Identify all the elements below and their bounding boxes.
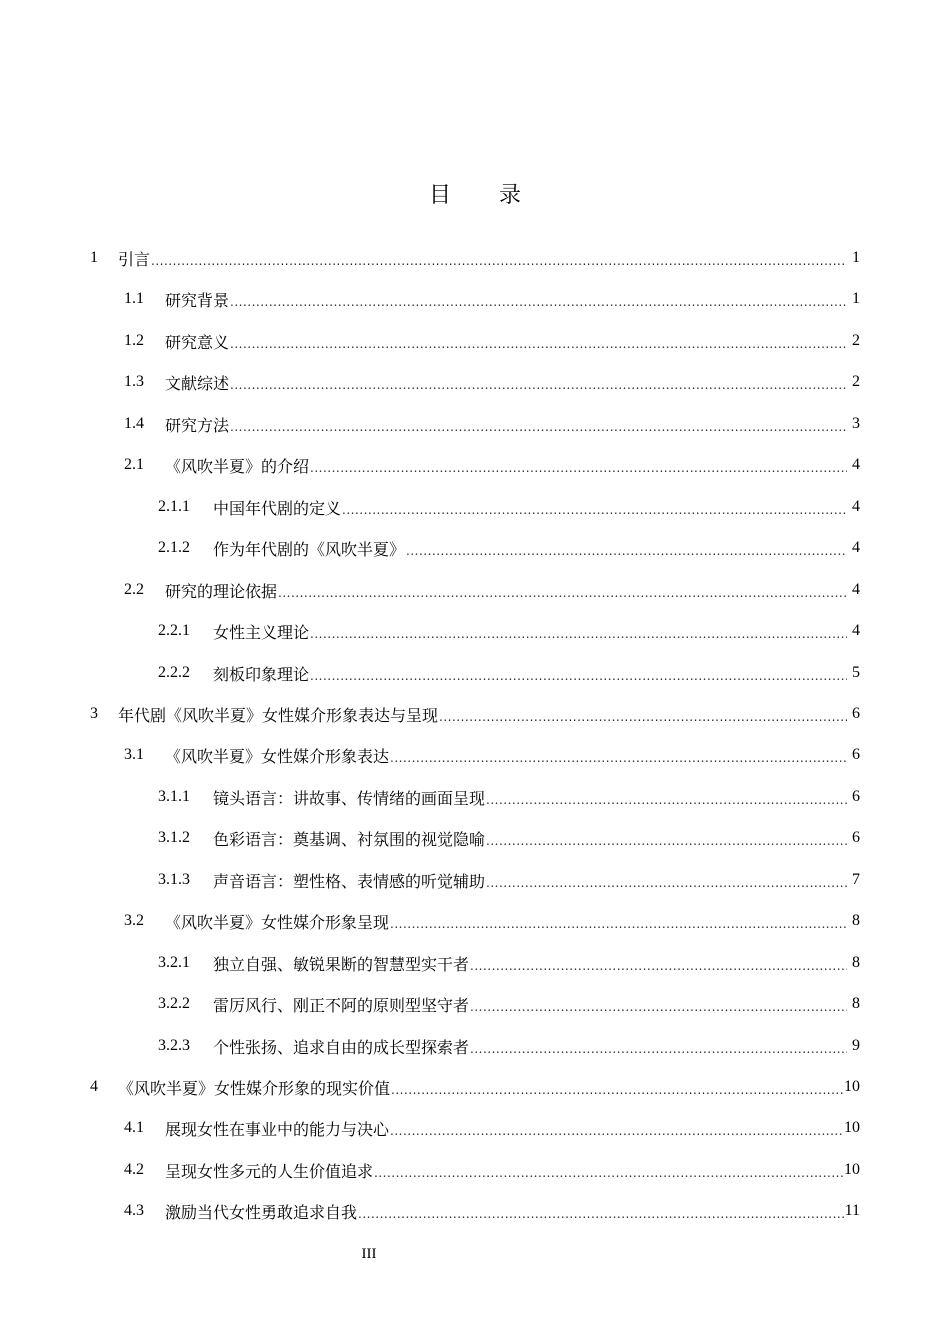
toc-entry-number: 1.4 [124, 415, 144, 432]
toc-dot-leader [470, 1042, 847, 1056]
toc-dot-leader [230, 420, 847, 434]
toc-entry-number: 3.2 [124, 912, 144, 929]
toc-entry-number: 3.1.1 [158, 788, 190, 805]
toc-entry-page: 2 [852, 373, 860, 390]
toc-entry-page: 1 [852, 249, 860, 266]
toc-entry[interactable] [158, 659, 860, 687]
toc-entry[interactable] [90, 1073, 860, 1101]
toc-entry-title: 激励当代女性勇敢追求自我 [165, 1202, 358, 1222]
toc-entry-number: 3.2.2 [158, 995, 190, 1012]
toc-entry-number: 2.1.2 [158, 539, 190, 556]
toc-entry[interactable] [124, 1197, 860, 1225]
toc-entry-number: 4.2 [124, 1161, 144, 1178]
toc-entry-page: 11 [844, 1202, 860, 1219]
toc-entry-page: 3 [852, 415, 860, 432]
toc-entry[interactable] [158, 617, 860, 645]
toc-dot-leader [391, 1083, 843, 1097]
toc-entry-page: 10 [844, 1161, 860, 1178]
toc-entry-page: 8 [852, 912, 860, 929]
toc-dot-leader [358, 1207, 844, 1221]
toc-entry-number: 3.2.3 [158, 1037, 190, 1054]
toc-entry-page: 8 [852, 995, 860, 1012]
toc-entry[interactable] [158, 866, 860, 894]
toc-entry-title: 独立自强、敏锐果断的智慧型实干者 [213, 954, 470, 974]
toc-entry-number: 3 [90, 705, 98, 722]
toc-entry-page: 4 [852, 581, 860, 598]
title-char-left: 目 [428, 183, 451, 208]
toc-dot-leader [390, 751, 847, 765]
toc-entry-page: 8 [852, 954, 860, 971]
toc-entry-number: 2.1.1 [158, 498, 190, 515]
toc-entry-number: 4.1 [124, 1119, 144, 1136]
toc-entry-page: 4 [852, 456, 860, 473]
toc-dot-leader [310, 669, 847, 683]
toc-entry-page: 6 [852, 746, 860, 763]
toc-entry-title: 刻板印象理论 [213, 664, 310, 684]
toc-entry[interactable] [90, 700, 860, 728]
toc-entry[interactable] [158, 493, 860, 521]
toc-entry-number: 3.1.3 [158, 871, 190, 888]
toc-entry[interactable] [124, 368, 860, 396]
toc-entry-title: 个性张扬、追求自由的成长型探索者 [213, 1037, 470, 1057]
toc-entry-number: 1.3 [124, 373, 144, 390]
toc-entry-title: 研究意义 [165, 332, 230, 352]
toc-entry-page: 10 [844, 1078, 860, 1095]
toc-entry-number: 4.3 [124, 1202, 144, 1219]
toc-entry[interactable] [158, 1032, 860, 1060]
toc-entry[interactable] [158, 824, 860, 852]
toc-entry-number: 3.1.2 [158, 829, 190, 846]
toc-entry[interactable] [90, 244, 860, 272]
toc-entry-number: 1 [90, 249, 98, 266]
toc-entry-title: 《风吹半夏》女性媒介形象表达 [165, 746, 390, 766]
toc-entry-page: 6 [852, 829, 860, 846]
toc-entry[interactable] [124, 327, 860, 355]
toc-dot-leader [390, 917, 847, 931]
toc-dot-leader [406, 544, 847, 558]
toc-dot-leader [230, 337, 847, 351]
toc-dot-leader [230, 295, 847, 309]
toc-dot-leader [151, 254, 847, 268]
toc-dot-leader [470, 1000, 847, 1014]
toc-entry[interactable] [124, 907, 860, 935]
toc-entry-page: 2 [852, 332, 860, 349]
toc-entry-title: 镜头语言：讲故事、传情绪的画面呈现 [213, 788, 486, 808]
toc-entry-title: 呈现女性多元的人生价值追求 [165, 1161, 374, 1181]
toc-entry[interactable] [124, 410, 860, 438]
toc-entry-page: 7 [852, 871, 860, 888]
toc-entry-title: 研究的理论依据 [165, 581, 278, 601]
toc-entry-number: 1.1 [124, 290, 144, 307]
toc-entry-title: 声音语言：塑性格、表情感的听觉辅助 [213, 871, 486, 891]
toc-entry[interactable] [124, 451, 860, 479]
toc-entry-number: 3.2.1 [158, 954, 190, 971]
toc-entry-number: 2.2.2 [158, 664, 190, 681]
toc-entry[interactable] [124, 1156, 860, 1184]
toc-entry-number: 4 [90, 1078, 98, 1095]
toc-entry[interactable] [124, 741, 860, 769]
toc-dot-leader [486, 793, 847, 807]
page-title [0, 178, 950, 209]
toc-entry-page: 6 [852, 788, 860, 805]
title-char-right: 录 [499, 183, 522, 208]
toc-entry-page: 4 [852, 622, 860, 639]
toc-entry-title: 女性主义理论 [213, 622, 310, 642]
toc-entry-title: 研究背景 [165, 290, 230, 310]
toc-dot-leader [310, 461, 847, 475]
toc-entry-title: 作为年代剧的《风吹半夏》 [213, 539, 406, 559]
toc-entry[interactable] [124, 285, 860, 313]
toc-entry-title: 引言 [118, 249, 151, 269]
toc-entry-title: 年代剧《风吹半夏》女性媒介形象表达与呈现 [118, 705, 439, 725]
toc-entry-page: 10 [844, 1119, 860, 1136]
toc-entry-number: 3.1 [124, 746, 144, 763]
toc-entry-title: 文献综述 [165, 373, 230, 393]
toc-entry-page: 6 [852, 705, 860, 722]
toc-dot-leader [439, 710, 847, 724]
toc-dot-leader [486, 876, 847, 890]
toc-entry-page: 1 [852, 290, 860, 307]
toc-entry-title: 中国年代剧的定义 [213, 498, 342, 518]
toc-entry-title: 展现女性在事业中的能力与决心 [165, 1119, 390, 1139]
toc-dot-leader [390, 1124, 843, 1138]
toc-entry-number: 2.1 [124, 456, 144, 473]
toc-entry-title: 研究方法 [165, 415, 230, 435]
toc-entry-title: 色彩语言：奠基调、衬氛围的视觉隐喻 [213, 829, 486, 849]
toc-dot-leader [470, 959, 847, 973]
toc-dot-leader [230, 378, 847, 392]
toc-entry[interactable] [158, 990, 860, 1018]
toc-entry-page: 4 [852, 498, 860, 515]
toc-dot-leader [310, 627, 847, 641]
toc-entry-title: 雷厉风行、刚正不阿的原则型坚守者 [213, 995, 470, 1015]
toc-entry-title: 《风吹半夏》女性媒介形象的现实价值 [118, 1078, 391, 1098]
toc-entry-number: 1.2 [124, 332, 144, 349]
toc-dot-leader [278, 586, 847, 600]
toc-dot-leader [374, 1166, 843, 1180]
toc-entry-page: 5 [852, 664, 860, 681]
toc-entry[interactable] [158, 949, 860, 977]
toc-entry[interactable] [158, 534, 860, 562]
toc-entry-title: 《风吹半夏》女性媒介形象呈现 [165, 912, 390, 932]
page-footer-number: III [361, 1246, 377, 1262]
toc-entry-title: 《风吹半夏》的介绍 [165, 456, 310, 476]
toc-dot-leader [342, 503, 847, 517]
toc-entry[interactable] [124, 1114, 860, 1142]
toc-entry[interactable] [158, 783, 860, 811]
toc-entry[interactable] [124, 576, 860, 604]
toc-entry-number: 2.2.1 [158, 622, 190, 639]
toc-entry-page: 9 [852, 1037, 860, 1054]
toc-entry-page: 4 [852, 539, 860, 556]
toc-dot-leader [486, 834, 847, 848]
toc-entry-number: 2.2 [124, 581, 144, 598]
